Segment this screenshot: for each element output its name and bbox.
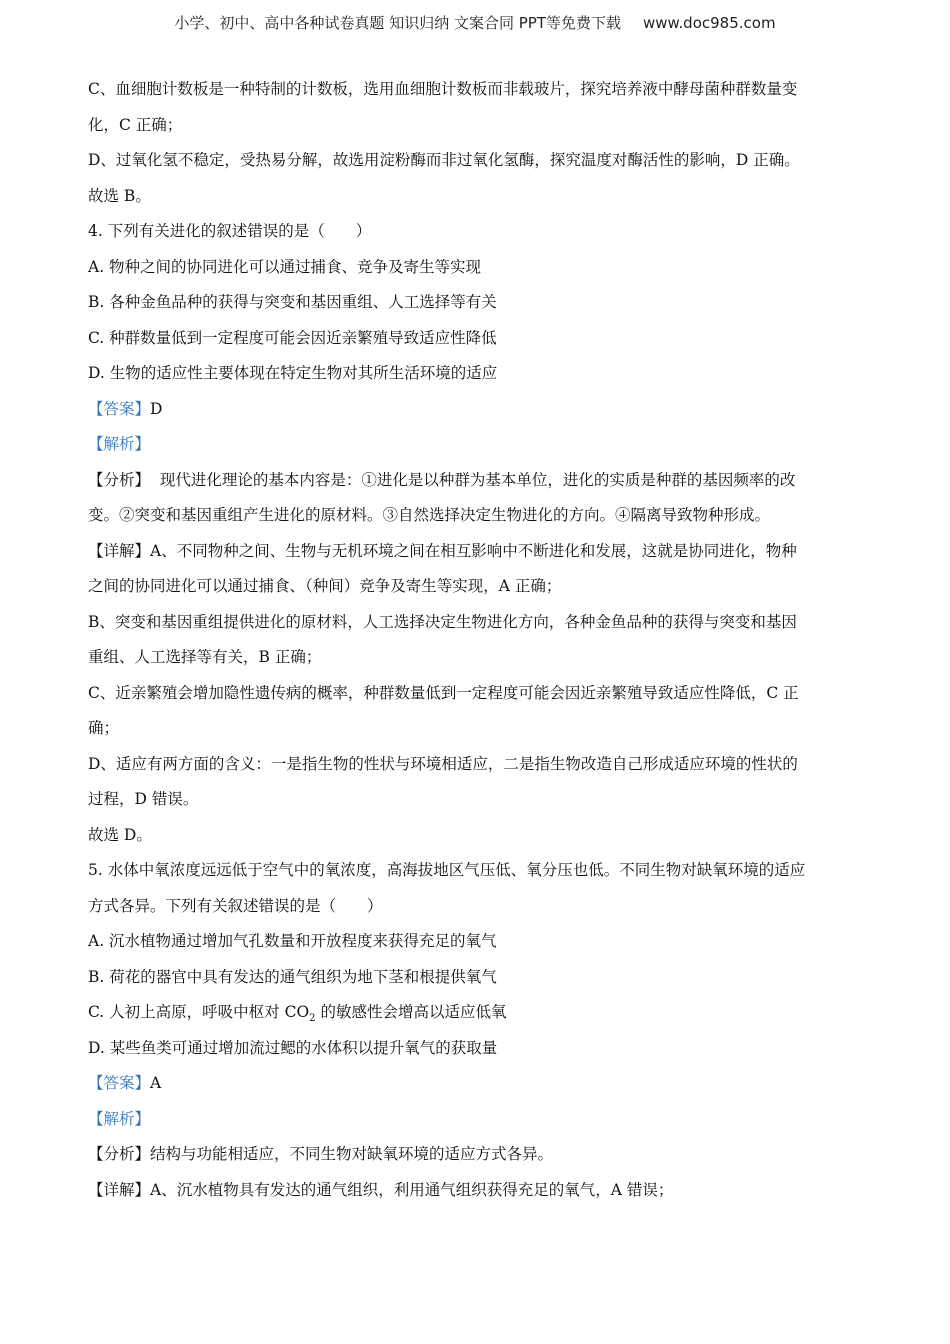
- q4-detail-6: 确；: [88, 719, 120, 737]
- text-line: C、血细胞计数板是一种特制的计数板，选用血细胞计数板而非载玻片，探究培养液中酵母菌种群数量变: [88, 80, 798, 98]
- fenxi-tag: 【分析】: [88, 1145, 151, 1163]
- question-5-stem-2: 方式各异。下列有关叙述错误的是（ ）: [88, 896, 383, 915]
- header-text: 小学、初中、高中各种试卷真题 知识归纳 文案合同 PPT等免费下载: [174, 14, 621, 32]
- fenxi-tag: 【分析】: [88, 470, 151, 489]
- subscript: 2: [309, 1013, 316, 1025]
- q4-detail-1: [88, 534, 860, 570]
- detail-tag: 【详解】: [88, 541, 151, 560]
- q4-conclusion: 故选 D。: [88, 825, 152, 844]
- fenxi-text: 结构与功能相适应，不同生物对缺氧环境的适应方式各异。: [150, 1145, 554, 1163]
- q4-detail-5: C、近亲繁殖会增加隐性遗传病的概率，种群数量低到一定程度可能会因近亲繁殖导致适应性降低，C 正: [88, 683, 799, 702]
- q4-detail-3: B、突变和基因重组提供进化的原材料，人工选择决定生物进化方向，各种金鱼品种的获得与突变和基因: [88, 612, 797, 631]
- q4-detail-4: 重组、人工选择等有关，B 正确；: [88, 648, 322, 666]
- answer-value: A: [150, 1074, 162, 1092]
- header-url: www.doc985.com: [642, 14, 776, 32]
- q4-fenxi-2: 变。②突变和基因重组产生进化的原材料。③自然选择决定生物进化的方向。④隔离导致物种形成。: [88, 506, 771, 524]
- detail-text: A、不同物种之间、生物与无机环境之间在相互影响中不断进化和发展，这就是协同进化，物种: [150, 541, 797, 560]
- q5-fenxi: [88, 1137, 860, 1173]
- q4-detail-7: D、适应有两方面的含义：一是指生物的性状与环境相适应，二是指生物改造自己形成适应环境的性状的: [88, 754, 798, 773]
- q5-analysis-heading: [88, 1102, 860, 1138]
- q5-detail: [88, 1173, 860, 1209]
- q4-option-a: A. 物种之间的协同进化可以通过捕食、竞争及寄生等实现: [88, 257, 482, 276]
- q4-fenxi-1: [88, 463, 860, 499]
- q5-answer: [88, 1066, 860, 1102]
- q5-option-c: [88, 995, 860, 1031]
- q5-option-b: B. 荷花的器官中具有发达的通气组织为地下茎和根提供氧气: [88, 967, 497, 986]
- answer-value: D: [150, 399, 163, 418]
- page-header: [0, 12, 950, 33]
- q4-analysis-heading: [88, 427, 860, 463]
- fenxi-text: 现代进化理论的基本内容是：①进化是以种群为基本单位，进化的实质是种群的基因频率的改: [150, 470, 796, 489]
- q4-detail-2: 之间的协同进化可以通过捕食、（种间）竞争及寄生等实现，A 正确；: [88, 577, 562, 595]
- q5-option-a: A. 沉水植物通过增加气孔数量和开放程度来获得充足的氧气: [88, 932, 497, 950]
- option-c-text-rest: 的敏感性会增高以适应低氧: [315, 1003, 507, 1021]
- answer-tag: 【答案】: [88, 399, 151, 418]
- detail-text: A、沉水植物具有发达的通气组织，利用通气组织获得充足的氧气，A 错误；: [150, 1180, 674, 1199]
- text-line: 故选 B。: [88, 186, 151, 205]
- analysis-tag: 【解析】: [88, 435, 151, 453]
- q4-option-c: C. 种群数量低到一定程度可能会因近亲繁殖导致适应性降低: [88, 328, 497, 347]
- analysis-tag: 【解析】: [88, 1109, 151, 1128]
- text-line: 化，C 正确；: [88, 115, 183, 134]
- q4-option-d: D. 生物的适应性主要体现在特定生物对其所生活环境的适应: [88, 364, 498, 382]
- text-line: D、过氧化氢不稳定，受热易分解，故选用淀粉酶而非过氧化氢酶，探究温度对酶活性的影响，D 正确。: [88, 151, 800, 169]
- question-4-stem: 4. 下列有关进化的叙述错误的是（ ）: [88, 222, 372, 240]
- option-c-text: C. 人初上高原，呼吸中枢对 CO: [88, 1003, 310, 1021]
- q4-option-b: B. 各种金鱼品种的获得与突变和基因重组、人工选择等有关: [88, 293, 497, 311]
- q4-detail-8: 过程，D 错误。: [88, 790, 199, 808]
- detail-tag: 【详解】: [88, 1180, 151, 1199]
- q4-answer: [88, 392, 860, 428]
- question-5-stem-1: 5. 水体中氧浓度远远低于空气中的氧浓度，高海拔地区气压低、氧分压也低。不同生物对缺氧环境的适应: [88, 861, 806, 879]
- document-body: [88, 72, 860, 1208]
- q5-option-d: D. 某些鱼类可通过增加流过鳃的水体积以提升氧气的获取量: [88, 1038, 498, 1057]
- answer-tag: 【答案】: [88, 1074, 151, 1092]
